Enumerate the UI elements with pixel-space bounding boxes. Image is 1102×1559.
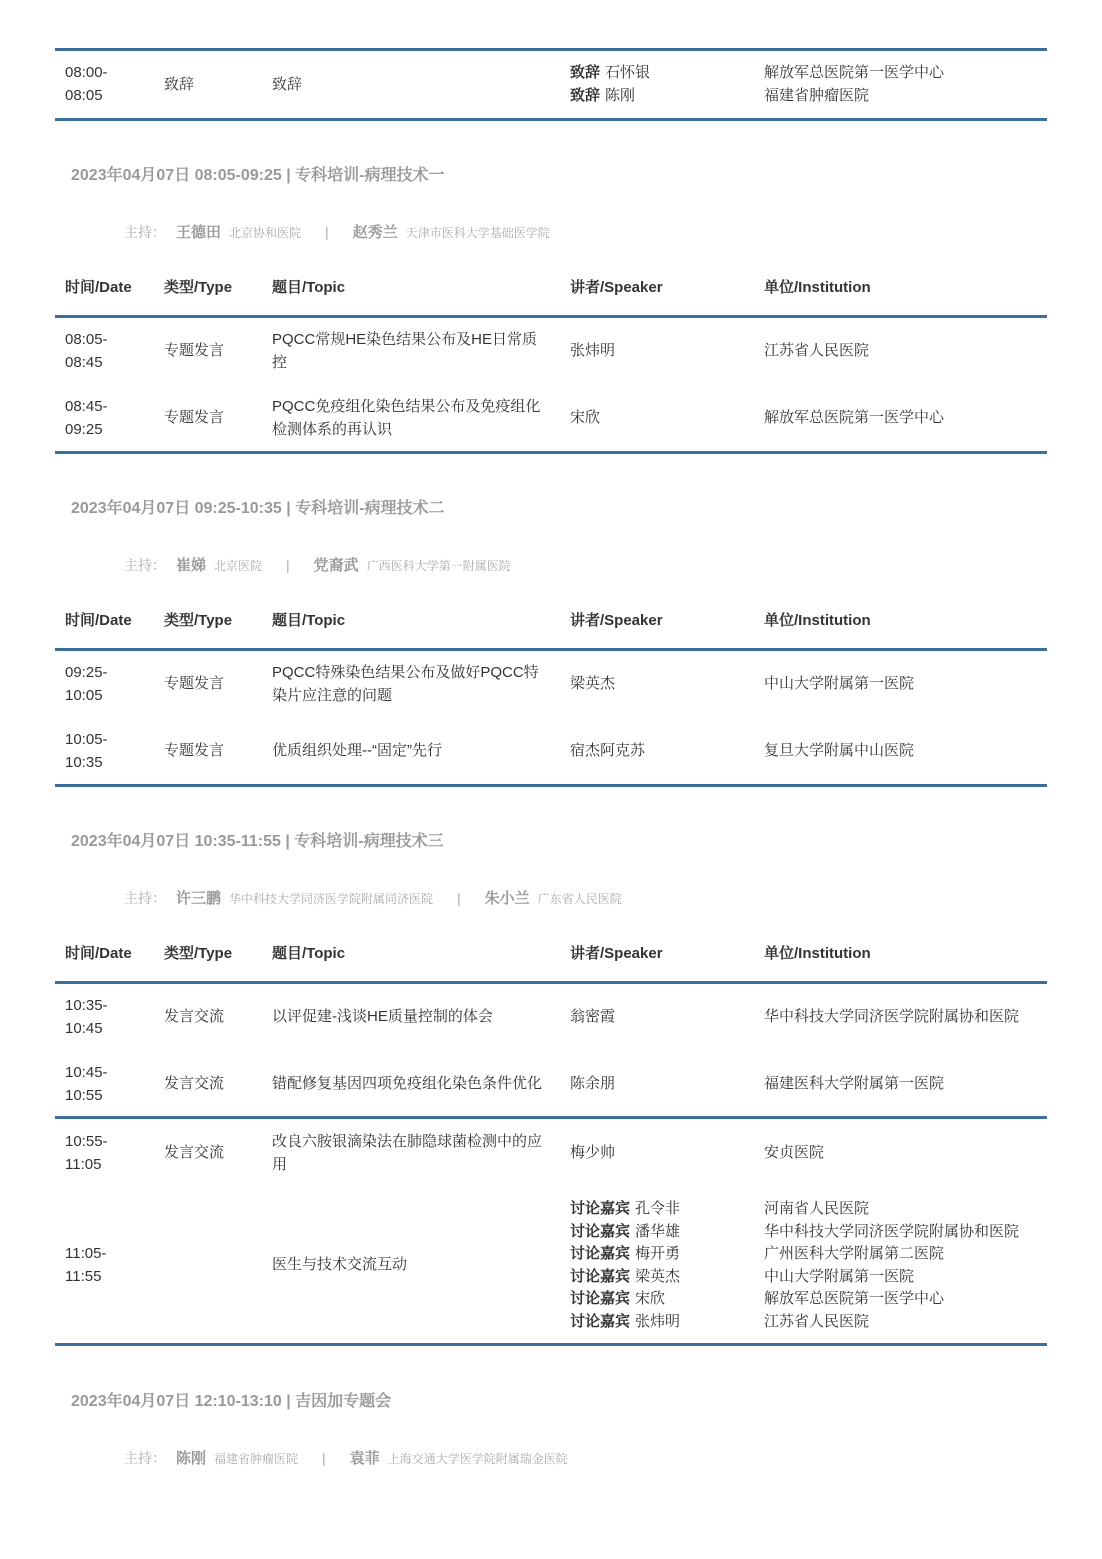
row-divider-rule <box>55 1116 1047 1119</box>
header-speaker: 讲者/Speaker <box>570 279 663 296</box>
session-bottom-rule <box>55 784 1047 787</box>
row-topic: PQCC常规HE染色结果公布及HE日常质 控 <box>272 331 538 371</box>
row-topic: PQCC免疫组化染色结果公布及免疫组化 检测体系的再认识 <box>272 398 541 438</box>
intro-topic: 致辞 <box>272 76 303 93</box>
intro-time: 08:00- 08:05 <box>65 64 108 104</box>
header-type: 类型/Type <box>164 279 233 296</box>
row-speaker: 陈余朋 <box>570 1075 616 1092</box>
header-speaker: 讲者/Speaker <box>570 945 663 962</box>
header-rule <box>55 981 1047 984</box>
row-topic: PQCC特殊染色结果公布及做好PQCC特 染片应注意的问题 <box>272 664 539 704</box>
session-hosts: 主持： 王德田 北京协和医院 | 赵秀兰 天津市医科大学基础医学院 <box>124 224 550 241</box>
intro-speaker-1: 致辞 石怀银 <box>570 64 651 81</box>
row-speaker: 翁密霞 <box>570 1008 616 1025</box>
header-speaker: 讲者/Speaker <box>570 612 663 629</box>
header-type: 类型/Type <box>164 945 233 962</box>
discussion-topic: 医生与技术交流互动 <box>272 1256 408 1273</box>
row-org: 解放军总医院第一医学中心 <box>764 409 945 426</box>
row-time: 08:45- 09:25 <box>65 398 108 438</box>
header-rule <box>55 315 1047 318</box>
row-type: 专题发言 <box>164 409 225 426</box>
discussion-guest: 讨论嘉宾 梁英杰 <box>570 1268 681 1285</box>
row-time: 10:05- 10:35 <box>65 731 108 771</box>
row-type: 专题发言 <box>164 675 225 692</box>
session-title: 2023年04月07日 12:10-13:10 | 吉因加专题会 <box>71 1393 392 1410</box>
header-institution: 单位/Institution <box>764 945 871 962</box>
row-type: 发言交流 <box>164 1008 225 1025</box>
discussion-org: 江苏省人民医院 <box>764 1313 870 1330</box>
row-type: 专题发言 <box>164 342 225 359</box>
row-org: 福建医科大学附属第一医院 <box>764 1075 945 1092</box>
discussion-org: 中山大学附属第一医院 <box>764 1268 915 1285</box>
discussion-time: 11:05- 11:55 <box>65 1245 107 1285</box>
discussion-org: 河南省人民医院 <box>764 1200 870 1217</box>
row-speaker: 梅少帅 <box>570 1144 616 1161</box>
header-rule <box>55 648 1047 651</box>
row-type: 发言交流 <box>164 1075 225 1092</box>
intro-org-2: 福建省肿瘤医院 <box>764 87 870 104</box>
intro-org-1: 解放军总医院第一医学中心 <box>764 64 945 81</box>
row-topic: 优质组织处理--“固定”先行 <box>272 742 442 759</box>
row-speaker: 张炜明 <box>570 342 616 359</box>
row-org: 复旦大学附属中山医院 <box>764 742 915 759</box>
header-time: 时间/Date <box>65 612 132 629</box>
row-speaker: 梁英杰 <box>570 675 616 692</box>
header-type: 类型/Type <box>164 612 233 629</box>
row-type: 发言交流 <box>164 1144 225 1161</box>
header-time: 时间/Date <box>65 279 132 296</box>
discussion-guest: 讨论嘉宾 梅开勇 <box>570 1245 681 1262</box>
session-title: 2023年04月07日 08:05-09:25 | 专科培训-病理技术一 <box>71 167 445 184</box>
header-institution: 单位/Institution <box>764 612 871 629</box>
discussion-org: 广州医科大学附属第二医院 <box>764 1245 945 1262</box>
row-org: 江苏省人民医院 <box>764 342 870 359</box>
intro-bottom-rule <box>55 118 1047 121</box>
intro-type: 致辞 <box>164 76 195 93</box>
session-bottom-rule <box>55 451 1047 454</box>
intro-speaker-2: 致辞 陈刚 <box>570 87 636 104</box>
header-topic: 题目/Topic <box>272 945 346 962</box>
header-institution: 单位/Institution <box>764 279 871 296</box>
row-speaker: 宋欣 <box>570 409 601 426</box>
session-bottom-rule <box>55 1343 1047 1346</box>
session-hosts: 主持： 陈刚 福建省肿瘤医院 | 袁菲 上海交通大学医学院附属瑞金医院 <box>124 1450 568 1467</box>
discussion-guest: 讨论嘉宾 孔令非 <box>570 1200 681 1217</box>
top-rule <box>55 48 1047 51</box>
discussion-guest: 讨论嘉宾 张炜明 <box>570 1313 681 1330</box>
row-time: 10:55- 11:05 <box>65 1133 108 1173</box>
row-org: 华中科技大学同济医学院附属协和医院 <box>764 1008 1020 1025</box>
discussion-org: 解放军总医院第一医学中心 <box>764 1290 945 1307</box>
session-hosts: 主持： 崔娣 北京医院 | 党裔武 广西医科大学第一附属医院 <box>124 557 511 574</box>
row-time: 10:35- 10:45 <box>65 997 108 1037</box>
row-topic: 以评促建-浅谈HE质量控制的体会 <box>272 1008 493 1025</box>
session-title: 2023年04月07日 09:25-10:35 | 专科培训-病理技术二 <box>71 500 445 517</box>
row-type: 专题发言 <box>164 742 225 759</box>
row-speaker: 宿杰阿克苏 <box>570 742 646 759</box>
row-org: 安贞医院 <box>764 1144 825 1161</box>
session-hosts: 主持： 许三鹏 华中科技大学同济医学院附属同济医院 | 朱小兰 广东省人民医院 <box>124 890 622 907</box>
row-time: 10:45- 10:55 <box>65 1064 108 1104</box>
discussion-org: 华中科技大学同济医学院附属协和医院 <box>764 1223 1020 1240</box>
session-title: 2023年04月07日 10:35-11:55 | 专科培训-病理技术三 <box>71 833 444 850</box>
discussion-guest: 讨论嘉宾 潘华雄 <box>570 1223 681 1240</box>
header-topic: 题目/Topic <box>272 279 346 296</box>
row-topic: 改良六胺银滴染法在肺隐球菌检测中的应 用 <box>272 1133 543 1173</box>
header-time: 时间/Date <box>65 945 132 962</box>
row-topic: 错配修复基因四项免疫组化染色条件优化 <box>272 1075 543 1092</box>
header-topic: 题目/Topic <box>272 612 346 629</box>
row-org: 中山大学附属第一医院 <box>764 675 915 692</box>
row-time: 08:05- 08:45 <box>65 331 108 371</box>
row-time: 09:25- 10:05 <box>65 664 108 704</box>
discussion-guest: 讨论嘉宾 宋欣 <box>570 1290 666 1307</box>
